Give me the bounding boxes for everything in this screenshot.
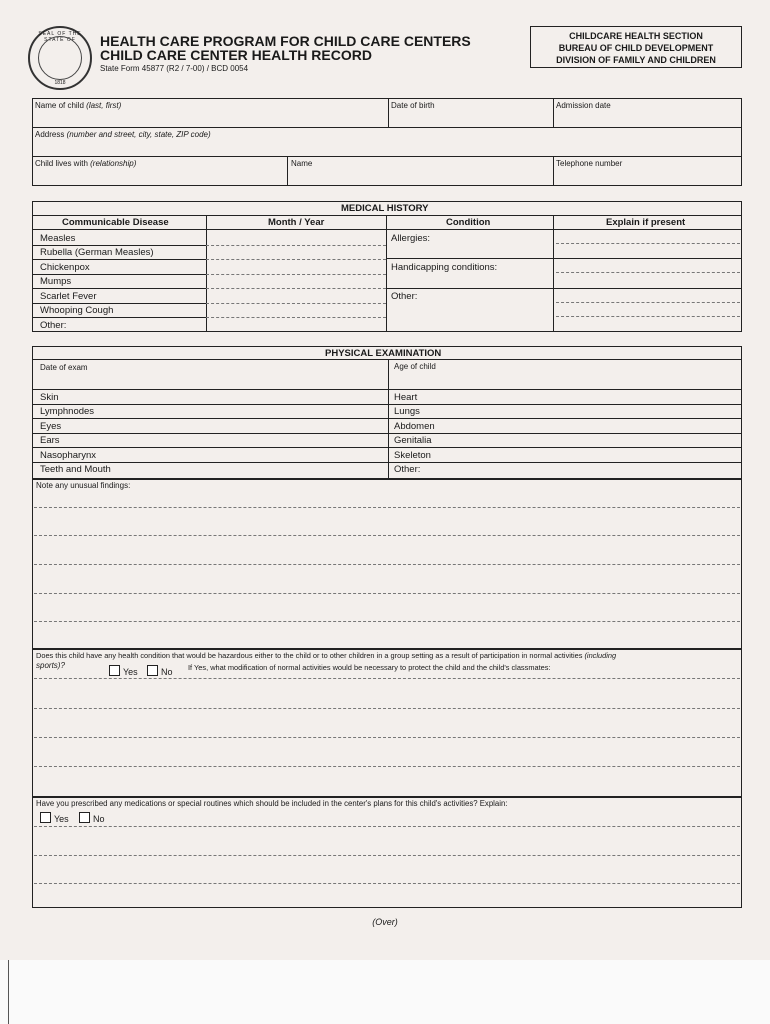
lives-with-label: Child lives with <box>35 159 88 168</box>
lives-with-hint: (relationship) <box>90 159 137 168</box>
row-line <box>32 462 742 463</box>
row-line <box>206 259 386 260</box>
row-line <box>386 258 742 259</box>
row-line <box>32 433 742 434</box>
explain-line <box>556 316 740 317</box>
writing-line <box>34 535 740 536</box>
disease-rubella: Rubella (German Measles) <box>40 247 154 258</box>
exam-other: Other: <box>394 464 421 475</box>
divider <box>553 215 554 332</box>
divider <box>32 156 742 157</box>
hazard-followup: If Yes, what modification of normal activities would be necessary to protect the child and the child's classmates: <box>188 663 551 672</box>
divider <box>32 389 742 390</box>
hazard-no-checkbox[interactable] <box>147 665 158 676</box>
row-line <box>206 317 386 318</box>
explain-line <box>556 272 740 273</box>
exam-heart: Heart <box>394 392 418 403</box>
address-label: Address <box>35 130 65 139</box>
writing-line <box>34 708 740 709</box>
exam-skin: Skin <box>40 392 59 403</box>
writing-line <box>34 737 740 738</box>
divider <box>553 156 554 186</box>
disease-measles: Measles <box>40 233 76 244</box>
row-line <box>32 404 742 405</box>
hazard-question-hint: (including <box>584 651 617 660</box>
divider <box>386 215 387 332</box>
form-title-line2: CHILD CARE CENTER HEALTH RECORD <box>100 47 372 63</box>
agency-line3: DIVISION OF FAMILY AND CHILDREN <box>556 55 716 65</box>
hazard-no-option[interactable] <box>147 665 173 677</box>
scan-edge-line <box>8 960 9 1024</box>
exam-teeth-mouth: Teeth and Mouth <box>40 464 111 475</box>
row-line <box>32 447 742 448</box>
medications-yes-label: Yes <box>54 814 69 824</box>
medications-no-option[interactable] <box>79 812 105 824</box>
agency-line2: BUREAU OF CHILD DEVELOPMENT <box>558 43 714 53</box>
guardian-name-field[interactable]: Name <box>291 159 313 168</box>
telephone-field[interactable]: Telephone number <box>556 159 623 168</box>
exam-lungs: Lungs <box>394 406 420 417</box>
row-line <box>32 274 206 275</box>
exam-skeleton: Skeleton <box>394 450 431 461</box>
divider <box>553 98 554 127</box>
physical-exam-section <box>32 346 742 480</box>
admission-date-field[interactable]: Admission date <box>556 101 611 110</box>
row-line <box>206 288 386 289</box>
address-hint: (number and street, city, state, ZIP code) <box>66 130 211 139</box>
state-seal <box>28 26 92 90</box>
disease-chickenpox: Chickenpox <box>40 262 90 273</box>
row-line <box>32 288 206 289</box>
disease-other: Other: <box>40 320 67 331</box>
date-of-birth-field[interactable]: Date of birth <box>391 101 435 110</box>
seal-year: 1818 <box>54 80 66 86</box>
disease-whooping-cough: Whooping Cough <box>40 305 114 316</box>
writing-line <box>34 883 740 884</box>
writing-line <box>34 766 740 767</box>
seal-text: SEAL OF THE STATE OF <box>38 31 82 43</box>
medications-no-checkbox[interactable] <box>79 812 90 823</box>
divider <box>32 215 742 216</box>
hazard-yes-option[interactable] <box>109 665 138 677</box>
row-line <box>32 245 206 246</box>
condition-other[interactable]: Other: <box>391 291 418 302</box>
child-info-section <box>32 98 742 186</box>
row-line <box>32 303 206 304</box>
writing-line <box>34 678 740 679</box>
explain-line <box>556 302 740 303</box>
row-line <box>32 317 206 318</box>
condition-handicapping[interactable]: Handicapping conditions: <box>391 262 498 273</box>
hazard-question-text: Does this child have any health condition that would be hazardous either to the child or to other children in a group setting as a result of participation in normal activities <box>36 651 583 660</box>
writing-line <box>34 593 740 594</box>
exam-nasopharynx: Nasopharynx <box>40 450 96 461</box>
address-field[interactable] <box>35 130 211 139</box>
exam-lymphnodes: Lymphnodes <box>40 406 95 417</box>
medications-section <box>32 796 742 908</box>
hazard-no-label: No <box>161 667 173 677</box>
medications-no-label: No <box>93 814 105 824</box>
row-line <box>386 288 742 289</box>
medications-question: Have you prescribed any medications or special routines which should be included in the center's plans for this child's activities? Explain: <box>36 799 508 808</box>
age-of-child-field[interactable]: Age of child <box>394 362 436 371</box>
writing-line <box>34 826 740 827</box>
unusual-findings-field[interactable]: Note any unusual findings: <box>36 481 131 490</box>
row-line <box>32 259 206 260</box>
child-name-field[interactable] <box>35 101 121 110</box>
row-line <box>206 245 386 246</box>
disease-scarlet-fever: Scarlet Fever <box>40 291 97 302</box>
over-note: (Over) <box>372 917 398 927</box>
seal-emblem <box>38 36 82 80</box>
writing-line <box>34 621 740 622</box>
col-condition: Condition <box>446 217 491 228</box>
medications-yes-option[interactable] <box>40 812 69 824</box>
row-line <box>206 303 386 304</box>
disease-mumps: Mumps <box>40 276 72 287</box>
child-name-label: Name of child <box>35 101 84 110</box>
agency-line1: CHILDCARE HEALTH SECTION <box>569 31 703 41</box>
col-explain: Explain if present <box>606 217 686 228</box>
divider <box>287 156 288 186</box>
exam-eyes: Eyes <box>40 421 62 432</box>
medical-history-title: MEDICAL HISTORY <box>341 203 429 214</box>
agency-box <box>530 26 742 68</box>
form-title-line1: HEALTH CARE PROGRAM FOR CHILD CARE CENTERS <box>100 33 471 49</box>
child-name-hint: (last, first) <box>86 101 122 110</box>
explain-line <box>556 243 740 244</box>
hazard-question <box>36 651 616 660</box>
divider <box>388 98 389 127</box>
physical-exam-title: PHYSICAL EXAMINATION <box>325 348 442 359</box>
writing-line <box>34 855 740 856</box>
condition-allergies[interactable]: Allergies: <box>391 233 431 244</box>
exam-abdomen: Abdomen <box>394 421 435 432</box>
writing-line <box>34 507 740 508</box>
divider <box>32 359 742 360</box>
scan-edge <box>0 960 770 1024</box>
divider <box>32 229 742 230</box>
medications-yes-checkbox[interactable] <box>40 812 51 823</box>
row-line <box>206 274 386 275</box>
date-of-exam-field[interactable]: Date of exam <box>40 363 88 372</box>
exam-ears: Ears <box>40 435 60 446</box>
hazard-yes-label: Yes <box>123 667 138 677</box>
hazard-yes-checkbox[interactable] <box>109 665 120 676</box>
writing-line <box>34 564 740 565</box>
form-number: State Form 45877 (R2 / 7-00) / BCD 0054 <box>100 64 249 73</box>
col-month-year: Month / Year <box>268 217 325 228</box>
divider <box>32 127 742 128</box>
row-line <box>32 418 742 419</box>
exam-genitalia: Genitalia <box>394 435 432 446</box>
hazard-question-hint-end: sports)? <box>36 661 65 670</box>
lives-with-field[interactable] <box>35 159 136 168</box>
col-communicable-disease: Communicable Disease <box>62 217 169 228</box>
